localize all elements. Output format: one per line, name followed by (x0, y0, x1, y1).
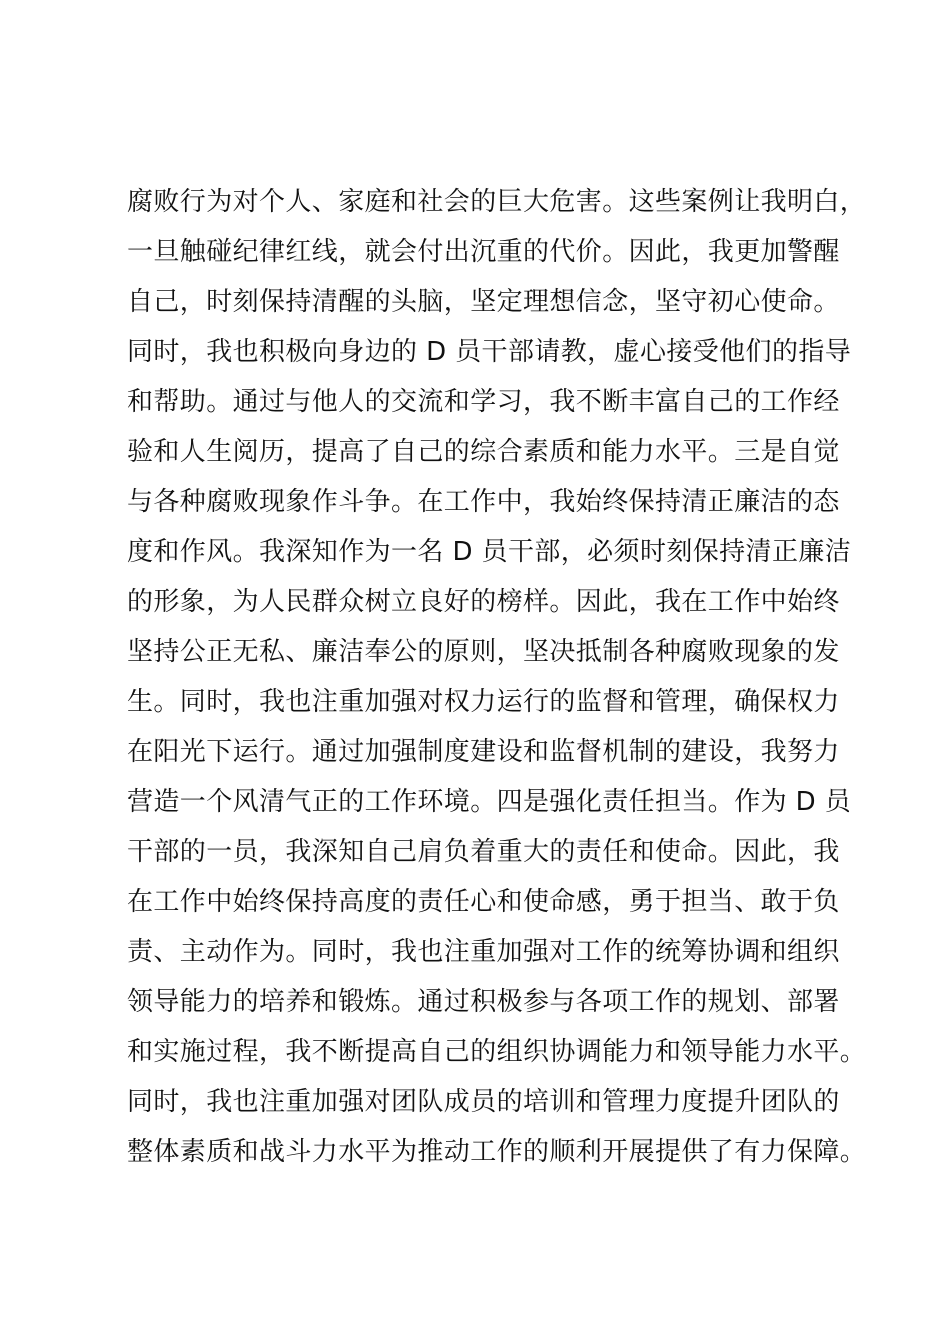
text-line-3: 自己，时刻保持清醒的头脑，坚定理想信念，坚守初心使命。 (127, 287, 840, 317)
text-line-12: 在阳光下运行。通过加强制度建设和监督机制的建设，我努力 (127, 737, 840, 767)
text-line-20: 整体素质和战斗力水平为推动工作的顺利开展提供了有力保障。 (127, 1137, 867, 1167)
text-line-2: 一旦触碰纪律红线，就会付出沉重的代价。因此，我更加警醒 (127, 237, 840, 267)
text-line-4: 同时，我也积极向身边的 D 员干部请教，虚心接受他们的指导 (127, 337, 852, 367)
text-line-15: 在工作中始终保持高度的责任心和使命感，勇于担当、敢于负 (127, 887, 840, 917)
text-line-11: 生。同时，我也注重加强对权力运行的监督和管理，确保权力 (127, 687, 840, 717)
text-line-1: 腐败行为对个人、家庭和社会的巨大危害。这些案例让我明白， (127, 187, 867, 217)
text-line-16: 责、主动作为。同时，我也注重加强对工作的统筹协调和组织 (127, 937, 840, 967)
body-paragraph (127, 177, 867, 1177)
text-line-8: 度和作风。我深知作为一名 D 员干部，必须时刻保持清正廉洁 (127, 537, 852, 567)
text-line-18: 和实施过程，我不断提高自己的组织协调能力和领导能力水平。 (127, 1037, 867, 1067)
text-line-19: 同时，我也注重加强对团队成员的培训和管理力度提升团队的 (127, 1087, 840, 1117)
text-line-6: 验和人生阅历，提高了自己的综合素质和能力水平。三是自觉 (127, 437, 840, 467)
text-line-10: 坚持公正无私、廉洁奉公的原则，坚决抵制各种腐败现象的发 (127, 637, 840, 667)
text-line-9: 的形象，为人民群众树立良好的榜样。因此，我在工作中始终 (127, 587, 840, 617)
text-line-13: 营造一个风清气正的工作环境。四是强化责任担当。作为 D 员 (127, 787, 852, 817)
text-line-14: 干部的一员，我深知自己肩负着重大的责任和使命。因此，我 (127, 837, 840, 867)
text-line-5: 和帮助。通过与他人的交流和学习，我不断丰富自己的工作经 (127, 387, 840, 417)
text-line-7: 与各种腐败现象作斗争。在工作中，我始终保持清正廉洁的态 (127, 487, 840, 517)
text-line-17: 领导能力的培养和锻炼。通过积极参与各项工作的规划、部署 (127, 987, 840, 1017)
